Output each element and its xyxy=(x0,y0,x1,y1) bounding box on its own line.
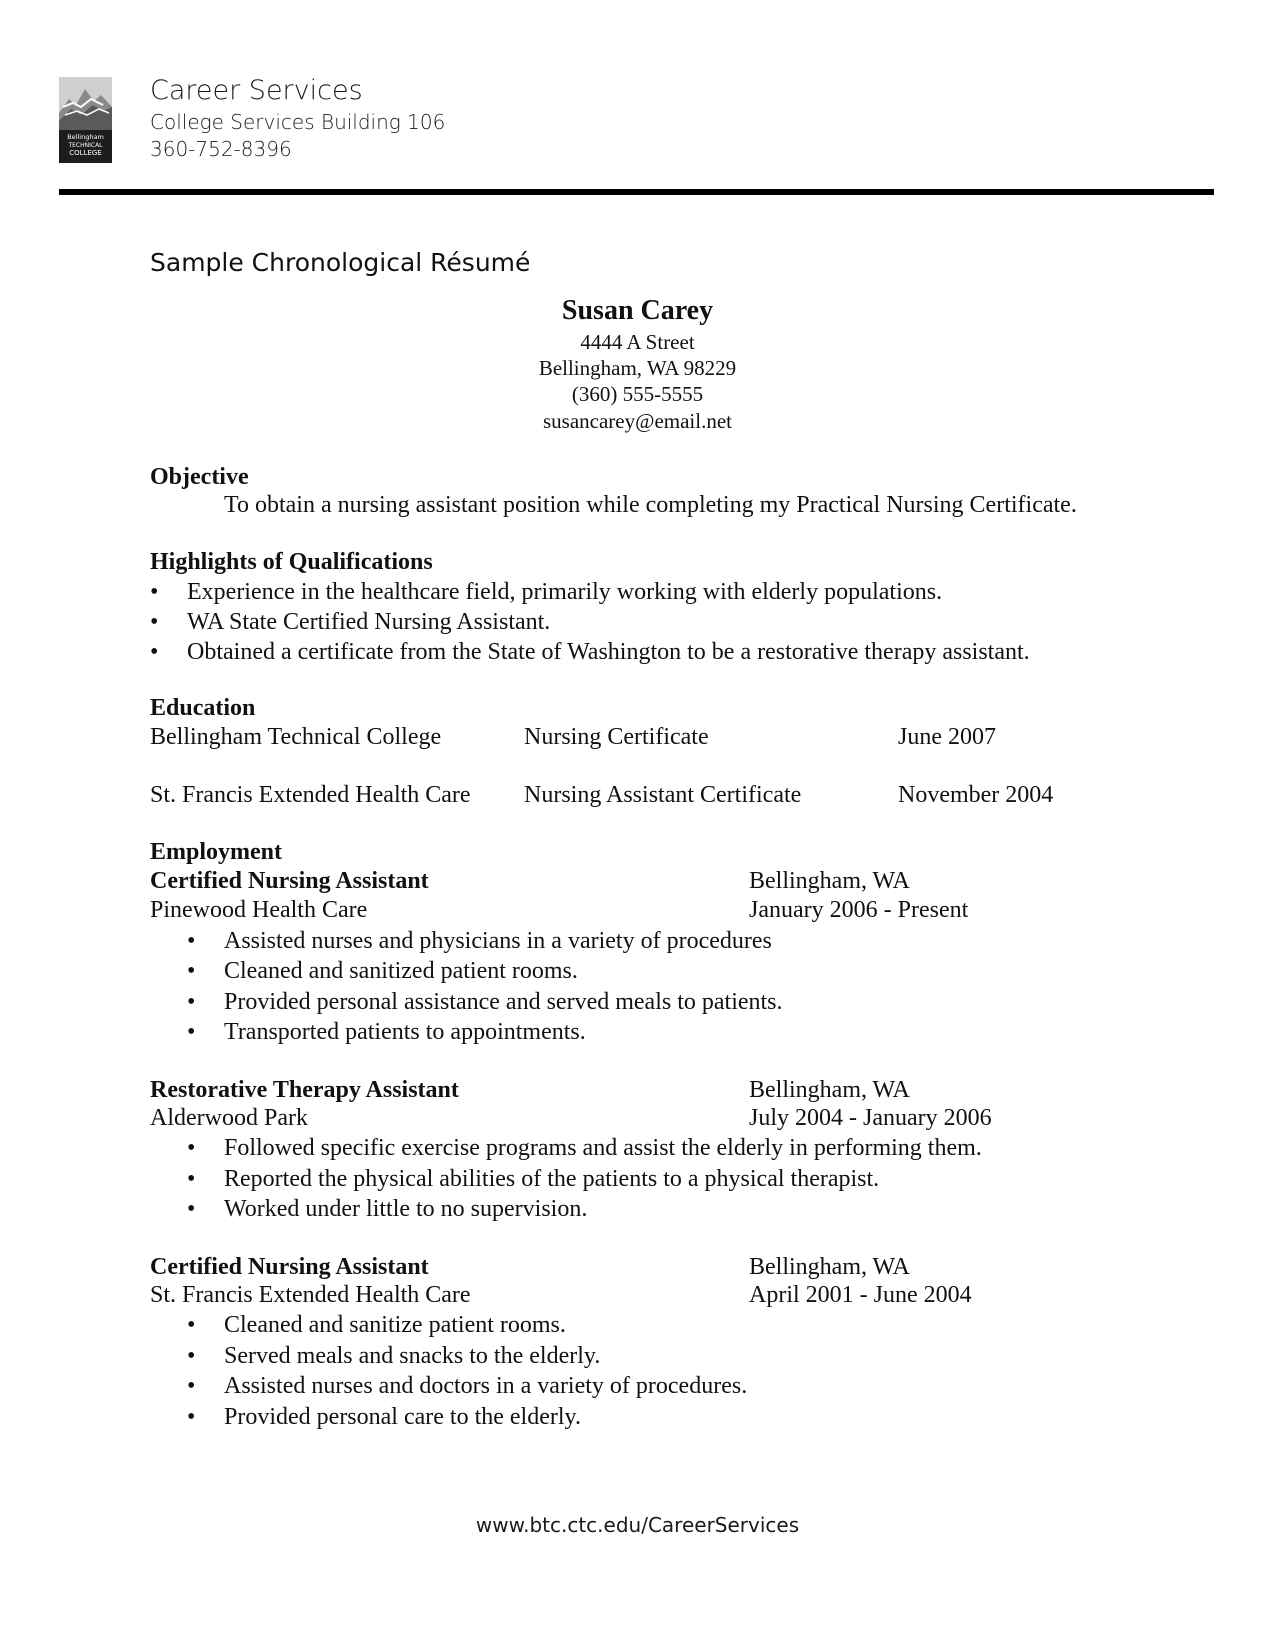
bullet-icon: • xyxy=(187,989,196,1015)
job-duty: Followed specific exercise programs and assist the elderly in performing them. xyxy=(224,1135,982,1161)
objective-text: To obtain a nursing assistant position while completing my Practical Nursing Certificate. xyxy=(224,492,1077,518)
bullet-icon: • xyxy=(187,1373,196,1399)
job-duty: Assisted nurses and doctors in a variety of procedures. xyxy=(224,1373,748,1399)
office-building: College Services Building 106 xyxy=(150,110,446,134)
job-duty: Served meals and snacks to the elderly. xyxy=(224,1343,601,1369)
job-location: Bellingham, WA xyxy=(749,1254,910,1280)
office-name: Career Services xyxy=(150,75,363,106)
applicant-street: 4444 A Street xyxy=(580,330,695,354)
bullet-icon: • xyxy=(150,639,159,665)
education-school: Bellingham Technical College xyxy=(150,724,442,750)
bullet-icon: • xyxy=(187,1404,196,1430)
education-school: St. Francis Extended Health Care xyxy=(150,782,471,808)
job-location: Bellingham, WA xyxy=(749,868,910,894)
employment-heading: Employment xyxy=(150,839,282,865)
college-logo xyxy=(59,77,112,163)
bullet-icon: • xyxy=(150,579,159,605)
bullet-icon: • xyxy=(187,1166,196,1192)
education-heading: Education xyxy=(150,695,256,721)
applicant-phone: (360) 555-5555 xyxy=(571,382,704,406)
objective-heading: Objective xyxy=(150,464,249,490)
education-credential: Nursing Assistant Certificate xyxy=(524,782,802,808)
job-duty: Cleaned and sanitized patient rooms. xyxy=(224,958,578,984)
bullet-icon: • xyxy=(187,1312,196,1338)
highlight-item: Experience in the healthcare field, primarily working with elderly populations. xyxy=(187,579,943,605)
applicant-name: Susan Carey xyxy=(561,295,714,326)
job-title: Certified Nursing Assistant xyxy=(150,1254,429,1280)
job-employer: Alderwood Park xyxy=(150,1105,308,1131)
highlight-item: Obtained a certificate from the State of Washington to be a restorative therapy assistant. xyxy=(187,639,1030,665)
job-dates: July 2004 - January 2006 xyxy=(749,1105,992,1131)
bullet-icon: • xyxy=(187,1019,196,1045)
logo-line-2: TECHNICAL xyxy=(68,142,103,149)
bullet-icon: • xyxy=(187,1196,196,1222)
bullet-icon: • xyxy=(187,1135,196,1161)
job-location: Bellingham, WA xyxy=(749,1077,910,1103)
office-phone: 360-752-8396 xyxy=(150,137,292,161)
header-divider xyxy=(59,189,1214,195)
logo-line-1: Bellingham xyxy=(67,133,104,141)
education-date: June 2007 xyxy=(898,724,996,750)
job-title: Certified Nursing Assistant xyxy=(150,868,429,894)
education-credential: Nursing Certificate xyxy=(524,724,709,750)
education-date: November 2004 xyxy=(898,782,1054,808)
job-duty: Reported the physical abilities of the patients to a physical therapist. xyxy=(224,1166,880,1192)
job-duty: Worked under little to no supervision. xyxy=(224,1196,588,1222)
document-title: Sample Chronological Résumé xyxy=(150,248,531,277)
job-title: Restorative Therapy Assistant xyxy=(150,1077,459,1103)
bullet-icon: • xyxy=(150,609,159,635)
applicant-email: susancarey@email.net xyxy=(542,409,732,433)
logo-wordmark xyxy=(59,130,112,163)
applicant-city: Bellingham, WA 98229 xyxy=(538,356,737,380)
footer-url: www.btc.ctc.edu/CareerServices xyxy=(475,1513,800,1537)
job-duty: Transported patients to appointments. xyxy=(224,1019,586,1045)
highlights-heading: Highlights of Qualifications xyxy=(150,549,433,575)
job-employer: St. Francis Extended Health Care xyxy=(150,1282,471,1308)
highlight-item: WA State Certified Nursing Assistant. xyxy=(187,609,551,635)
job-dates: April 2001 - June 2004 xyxy=(749,1282,972,1308)
job-duty: Assisted nurses and physicians in a variety of procedures xyxy=(224,928,772,954)
job-duty: Cleaned and sanitize patient rooms. xyxy=(224,1312,566,1338)
bullet-icon: • xyxy=(187,1343,196,1369)
job-duty: Provided personal care to the elderly. xyxy=(224,1404,581,1430)
job-duty: Provided personal assistance and served meals to patients. xyxy=(224,989,783,1015)
mountain-icon xyxy=(59,77,112,130)
logo-line-3: COLLEGE xyxy=(69,149,102,157)
bullet-icon: • xyxy=(187,958,196,984)
job-dates: January 2006 - Present xyxy=(749,897,969,923)
job-employer: Pinewood Health Care xyxy=(150,897,368,923)
bullet-icon: • xyxy=(187,928,196,954)
